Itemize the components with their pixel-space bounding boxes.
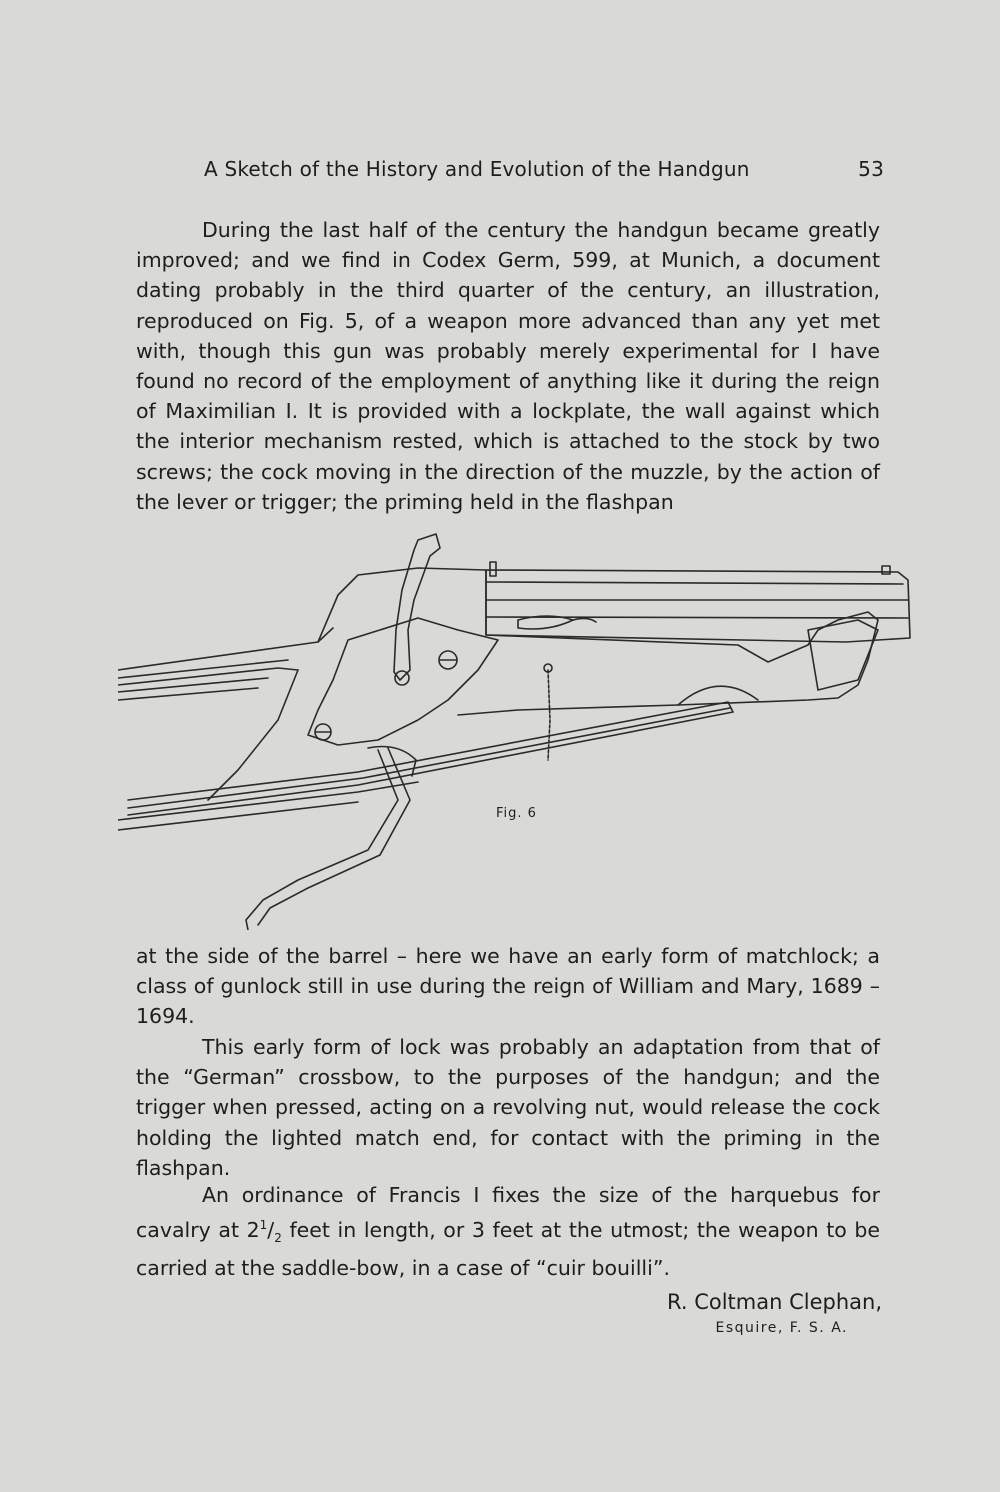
matchlock-drawing xyxy=(118,520,918,930)
flashpan xyxy=(518,616,573,629)
paragraph-3: This early form of lock was probably an adaptation from that of the “German” crossbow, to the purposes of the handgun; and the trigger when pressed, acting on a revolving nut, would release the cock holding the lighted match end, for contact with the priming in the flashpan. xyxy=(136,1035,880,1180)
running-title: A Sketch of the History and Evolution of the Handgun xyxy=(204,157,750,181)
paragraph-4: An ordinance of Francis I fixes the size of the harquebus for cavalry at $2^1/_2$ feet in length, or 3 feet at the utmost; the weapon to be carried at the saddle-bow, in a case of “cuir bouilli”. xyxy=(136,1183,881,1281)
serpentine-cock xyxy=(394,534,440,680)
barrel xyxy=(486,570,910,642)
fraction-denominator: 2 xyxy=(274,1231,282,1246)
signature-block xyxy=(667,1290,882,1336)
page-number: 53 xyxy=(858,157,884,181)
author-title: Esquire, F. S. A. xyxy=(715,1320,848,1336)
paragraph-1: During the last half of the century the handgun became greatly improved; and we find in Codex Germ, 599, at Munich, a document dating probably in the third quarter of the century, an illustration, reproduced on Fig. 5, of a weapon more advanced than any yet met with, though this gun was probably merely experimental for I have found no record of the employment of anything like it during the reign of Maximilian I. It is provided with a lockplate, the wall against which the interior mechanism rested, which is attached to the stock by two screws; the cock moving in the direction of the muzzle, by the action of the lever or trigger; the priming held in the flashpan xyxy=(136,218,880,514)
lockplate xyxy=(308,618,498,745)
paragraph-2: at the side of the barrel – here we have an early form of matchlock; a class of gunlock still in use during the reign of William and Mary, 1689 – 1694. xyxy=(136,944,880,1029)
author-name: R. Coltman Clephan, xyxy=(667,1290,882,1314)
paragraph-4-start: An ordinance of Francis I fixes the size of the harquebus for cavalry at xyxy=(136,1183,880,1243)
fraction-whole: 2 xyxy=(246,1218,260,1243)
paragraph-4-end: feet in length, or 3 feet at the utmost; the weapon to be carried at the saddle-bow, in a case of “cuir bouilli”. xyxy=(136,1218,881,1281)
running-header xyxy=(204,157,884,181)
figure-caption: Fig. 6 xyxy=(496,806,537,821)
fraction-numerator: 1 xyxy=(259,1218,268,1233)
matchlock-illustration xyxy=(118,520,918,930)
